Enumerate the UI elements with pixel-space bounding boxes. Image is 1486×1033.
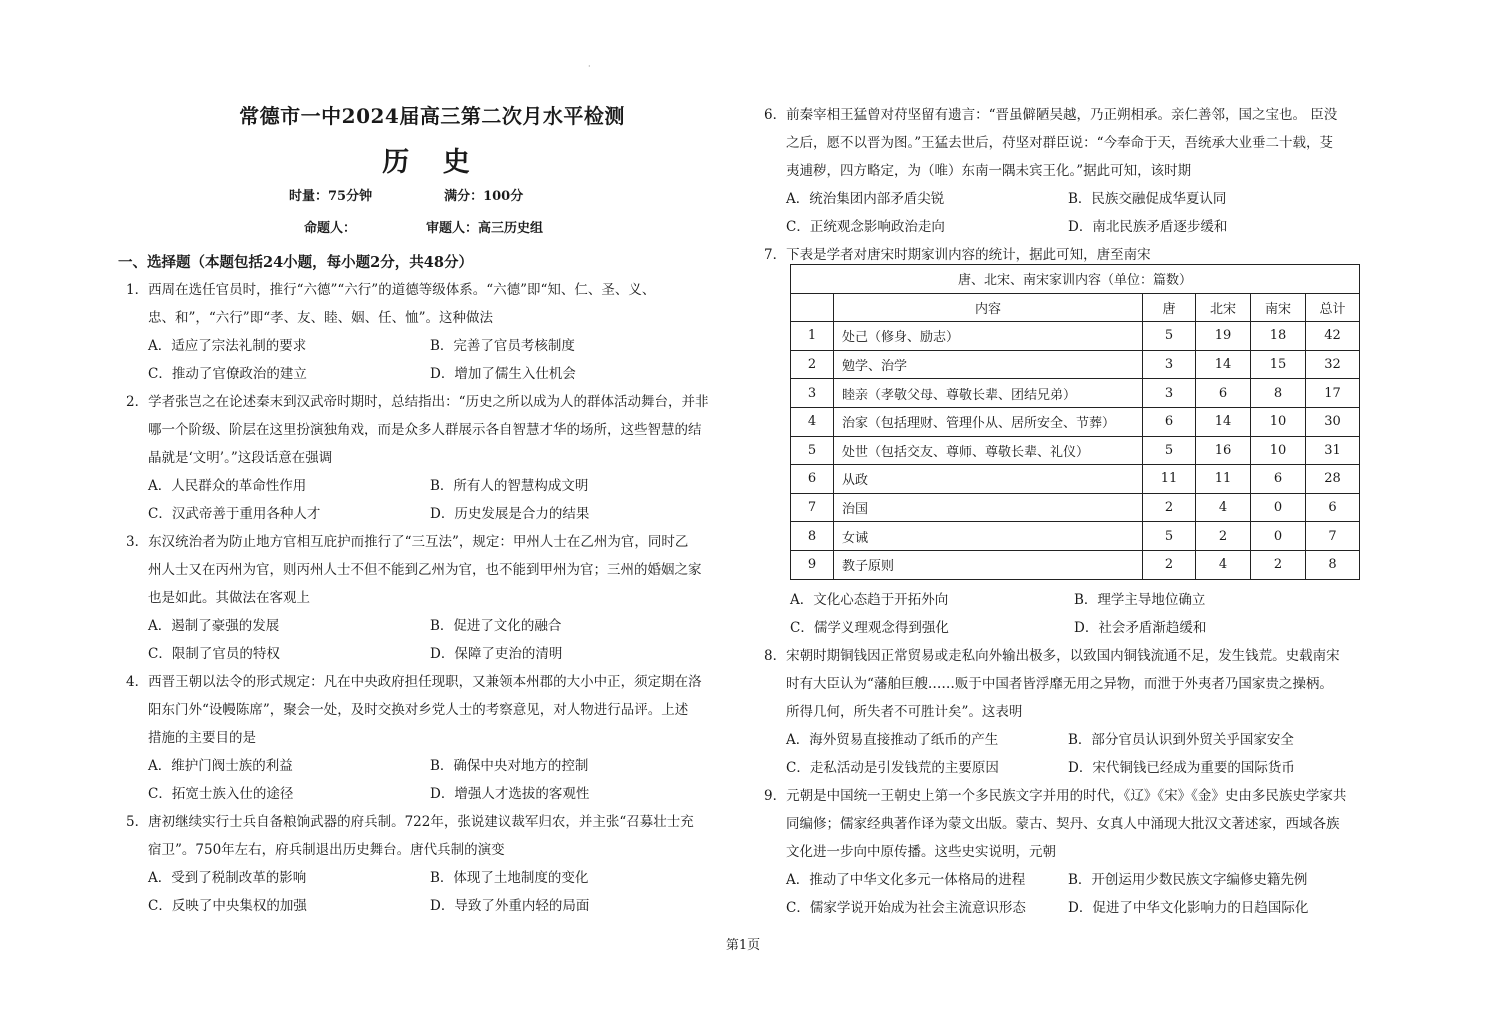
table-cell: 3 [791,379,834,408]
family-instructions-table [790,264,1360,580]
table-cell: 1 [791,322,834,351]
question-1 [126,276,736,332]
option-a: A．遏制了豪强的发展 [148,618,280,634]
table-cell: 14 [1196,350,1251,379]
option-c: C．正统观念影响政治走向 [786,219,945,235]
table-cell: 16 [1196,436,1251,465]
option-c: C．限制了官员的特权 [148,646,280,662]
option-a: A．推动了中华文化多元一体格局的进程 [786,872,1026,888]
table-cell: 2 [1143,493,1196,522]
table-header-cell: 南宋 [1251,293,1306,322]
question-stem-line: 哪一个阶级、阶层在这里扮演独角戏，而是众多人群展示各自智慧才华的场所，这些智慧的结 [148,422,702,438]
table-cell: 28 [1306,465,1360,494]
option-d: D．促进了中华文化影响力的日趋国际化 [1068,900,1309,916]
question-stem-line: 文化进一步向中原传播。这些史实说明，元朝 [786,844,1056,860]
table-row [791,407,1360,436]
question-3 [126,528,736,612]
table-cell: 2 [1143,550,1196,579]
question-4 [126,668,736,752]
table-cell: 3 [1143,350,1196,379]
table-cell: 教子原则 [834,550,1143,579]
table-row [791,493,1360,522]
table-cell: 2 [1251,550,1306,579]
option-c: C．反映了中央集权的加强 [148,898,307,914]
table-cell: 11 [1143,465,1196,494]
option-b: B．开创运用少数民族文字编修史籍先例 [1068,872,1308,888]
table-cell: 睦亲（孝敬父母、尊敬长辈、团结兄弟） [834,379,1143,408]
table-cell: 处己（修身、励志） [834,322,1143,351]
table-row [791,436,1360,465]
option-b: B．确保中央对地方的控制 [430,758,589,774]
table-cell: 治家（包括理财、管理仆从、居所安全、节葬） [834,407,1143,436]
table-cell: 6 [1251,465,1306,494]
question-6 [764,101,1364,185]
question-stem-line: 所得几何，所失者不可胜计矣”。这表明 [786,704,1023,720]
option-a: A．维护门阀士族的利益 [148,758,293,774]
setter: 命题人： [304,221,357,236]
option-b: B．民族交融促成华夏认同 [1068,191,1227,207]
table-cell: 6 [1306,493,1360,522]
option-b: B．促进了文化的融合 [430,618,562,634]
option-a: A．统治集团内部矛盾尖锐 [786,191,945,207]
table-cell: 6 [791,465,834,494]
question-stem-line: 夷逋秽，四方略定，为（唯）东南一隅未宾王化。”据此可知，该时期 [786,163,1192,179]
option-a: A．文化心态趋于开拓外向 [790,592,949,608]
table-cell: 6 [1143,407,1196,436]
option-d: D．南北民族矛盾逐步缓和 [1068,219,1228,235]
table-cell: 0 [1251,522,1306,551]
table-row [791,379,1360,408]
question-stem-line: 4．西晋王朝以法令的形式规定：凡在中央政府担任现职，又兼领本州郡的大小中正，须定期在洛 [126,674,702,690]
question-stem-line: 之后，愿不以晋为图。”王猛去世后，苻坚对群臣说：“今奉命于天，吾统承大业垂二十载，芟 [786,135,1334,151]
table-cell: 勉学、治学 [834,350,1143,379]
table-cell: 19 [1196,322,1251,351]
table-caption: 唐、北宋、南宋家训内容（单位：篇数） [791,265,1360,294]
table-row [791,465,1360,494]
question-stem-line: 7．下表是学者对唐宋时期家训内容的统计，据此可知，唐至南宋 [764,247,1151,263]
page-number: 第1页 [725,938,761,953]
table-header-cell: 总计 [1306,293,1360,322]
option-a: A．适应了宗法礼制的要求 [148,338,307,354]
question-stem-line: 宿卫”。750年左右，府兵制退出历史舞台。唐代兵制的演变 [148,842,505,858]
table-cell: 11 [1196,465,1251,494]
exam-meta-authors [304,217,543,236]
question-stem-line: 同编修；儒家经典著作译为蒙文出版。蒙古、契丹、女真人中涌现大批汉文著述家，西域各族 [786,816,1340,832]
option-b: B．所有人的智慧构成文明 [430,478,589,494]
table-cell: 3 [1143,379,1196,408]
option-b: B．理学主导地位确立 [1074,592,1206,608]
table-row [791,350,1360,379]
question-stem-line: 5．唐初继续实行士兵自备粮饷武器的府兵制。722年，张说建议裁军归农，并主张“召募壮士充 [126,814,694,830]
table-cell: 10 [1251,407,1306,436]
table-header-cell: 北宋 [1196,293,1251,322]
option-c: C．拓宽士族入仕的途径 [148,786,294,802]
table-cell: 从政 [834,465,1143,494]
question-stem-line: 3．东汉统治者为防止地方官相互庇护而推行了“三互法”，规定：甲州人士在乙州为官，同时乙 [126,534,689,550]
question-9 [764,782,1364,866]
option-d: D．历史发展是合力的结果 [430,506,590,522]
option-d: D．社会矛盾渐趋缓和 [1074,620,1207,636]
exam-meta-time-score [289,185,523,204]
table-row [791,522,1360,551]
question-stem-line: 忠、和”，“六行”即“孝、友、睦、姻、任、恤”。这种做法 [148,310,494,326]
section-title: 一、选择题（本题包括24小题，每小题2分，共48分） [118,254,473,271]
table-cell: 女诫 [834,522,1143,551]
option-a: A．人民群众的革命性作用 [148,478,307,494]
table-cell: 5 [1143,436,1196,465]
option-a: A．受到了税制改革的影响 [148,870,307,886]
table-cell: 17 [1306,379,1360,408]
question-stem-line: 8．宋朝时期铜钱因正常贸易或走私向外输出极多，以致国内铜钱流通不足，发生钱荒。史载南宋 [764,648,1340,664]
table-cell: 2 [791,350,834,379]
option-d: D．增加了儒生入仕机会 [430,366,576,382]
table-cell: 31 [1306,436,1360,465]
table-header-row [791,293,1360,322]
table-cell: 8 [1306,550,1360,579]
table-cell: 治国 [834,493,1143,522]
table-cell: 14 [1196,407,1251,436]
question-stem-line: 措施的主要目的是 [148,730,256,746]
question-stem-line: 1．西周在选任官员时，推行“六德”“六行”的道德等级体系。“六德”即“知、仁、圣、义、 [126,282,656,298]
table-row [791,322,1360,351]
table-cell: 10 [1251,436,1306,465]
option-c: C．儒学义理观念得到强化 [790,620,949,636]
table-cell: 8 [1251,379,1306,408]
table-cell: 9 [791,550,834,579]
exam-title: 常德市一中2024届高三第二次月水平检测 [239,104,625,128]
option-b: B．部分官员认识到外贸关乎国家安全 [1068,732,1294,748]
question-stem-line: 9．元朝是中国统一王朝史上第一个多民族文字并用的时代，《辽》《宋》《金》史由多民族史学家共 [764,788,1347,804]
table-cell: 0 [1251,493,1306,522]
table-header-cell: 内容 [834,293,1143,322]
option-d: D．宋代铜钱已经成为重要的国际货币 [1068,760,1295,776]
option-c: C．走私活动是引发钱荒的主要原因 [786,760,999,776]
question-2 [126,388,736,472]
option-d: D．保障了吏治的清明 [430,646,563,662]
option-c: C．汉武帝善于重用各种人才 [148,506,321,522]
table-cell: 处世（包括交友、尊师、尊敬长辈、礼仪） [834,436,1143,465]
question-stem-line: 阳东门外“设幔陈席”，聚会一处，及时交换对乡党人士的考察意见，对人物进行品评。上述 [148,702,689,718]
question-stem-line: 晶就是‘文明’。”这段话意在强调 [148,450,333,466]
question-stem-line: 2．学者张岂之在论述秦末到汉武帝时期时，总结指出：“历史之所以成为人的群体活动舞台，并非 [126,394,709,410]
table-cell: 5 [1143,322,1196,351]
option-b: B．完善了官员考核制度 [430,338,575,354]
option-c: C．儒家学说开始成为社会主流意识形态 [786,900,1026,916]
table-cell: 8 [791,522,834,551]
time-limit: 时量：75分钟 [289,189,373,204]
table-cell: 2 [1196,522,1251,551]
table-cell: 32 [1306,350,1360,379]
table-cell: 5 [1143,522,1196,551]
question-8 [764,642,1364,726]
table-header-cell [791,293,834,322]
option-a: A．海外贸易直接推动了纸币的产生 [786,732,999,748]
table-cell: 7 [1306,522,1360,551]
full-score: 满分：100分 [444,189,524,204]
table-cell: 15 [1251,350,1306,379]
table-cell: 4 [791,407,834,436]
table-cell: 7 [791,493,834,522]
option-c: C．推动了官僚政治的建立 [148,366,307,382]
table-cell: 4 [1196,550,1251,579]
question-stem-line: 州人士又在丙州为官，则丙州人士不但不能到乙州为官，也不能到甲州为官；三州的婚姻之家 [148,562,702,578]
scan-dot: · [588,62,591,71]
table-cell: 18 [1251,322,1306,351]
option-b: B．体现了土地制度的变化 [430,870,589,886]
question-stem-line: 时有大臣认为“藩舶巨艘……贩于中国者皆浮靡无用之异物，而泄于外夷者乃国家贵之操柄。 [786,676,1333,692]
question-5 [126,808,736,864]
table-cell: 30 [1306,407,1360,436]
table-cell: 42 [1306,322,1360,351]
table-row [791,550,1360,579]
table-cell: 6 [1196,379,1251,408]
question-stem-line: 6．前秦宰相王猛曾对苻坚留有遗言：“晋虽僻陋吴越，乃正朔相承。亲仁善邻，国之宝也。 臣没 [764,107,1338,123]
table-header-cell: 唐 [1143,293,1196,322]
question-stem-line: 也是如此。其做法在客观上 [148,590,310,606]
table-cell: 4 [1196,493,1251,522]
option-d: D．导致了外重内轻的局面 [430,898,590,914]
reviewer: 审题人：高三历史组 [426,221,544,236]
subject-title: 历 史 [382,147,482,178]
table-cell: 5 [791,436,834,465]
option-d: D．增强人才选拔的客观性 [430,786,590,802]
